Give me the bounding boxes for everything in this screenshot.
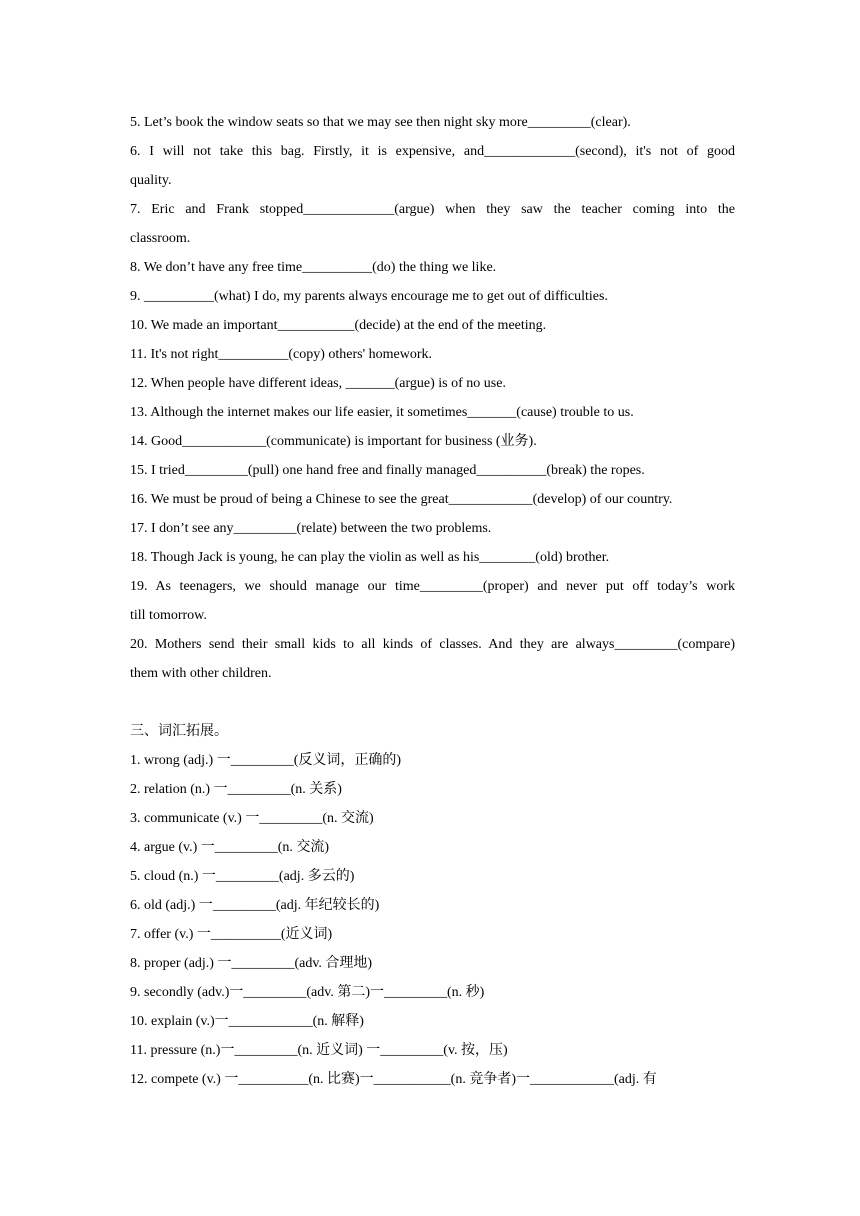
exercise-line: 18. Though Jack is young, he can play the violin as well as his________(old) brother. [130,550,610,565]
vocab-line: 2. relation (n.) 一_________(n. 关系) [130,782,342,797]
vocab-line: 11. pressure (n.)一_________(n. 近义词) 一_________(v. 按，压) [130,1043,508,1058]
vocab-line: 3. communicate (v.) 一_________(n. 交流) [130,811,374,826]
vocab-line: 8. proper (adj.) 一_________(adv. 合理地) [130,956,373,971]
vocab-line: 9. secondly (adv.)一_________(adv. 第二)一_________(n. 秒) [130,985,485,1000]
exercise-line: 20. Mothers send their small kids to all kinds of classes. And they are always_________(compare) [130,637,735,652]
vocab-line: 1. wrong (adj.) 一_________(反义词，正确的) [130,753,402,768]
exercise-line: 12. When people have different ideas, _______(argue) is of no use. [130,376,506,391]
exercise-line: 15. I tried_________(pull) one hand free and finally managed__________(break) the ropes. [130,463,645,478]
section-title: 三、词汇拓展。 [130,724,228,739]
vocab-line: 7. offer (v.) 一__________(近义词) [130,927,333,942]
vocab-line: 6. old (adj.) 一_________(adj. 年纪较长的) [130,898,380,913]
exercise-line: 17. I don’t see any_________(relate) between the two problems. [130,521,492,536]
exercise-line: them with other children. [130,666,272,681]
exercise-line: 13. Although the internet makes our life easier, it sometimes_______(cause) trouble to us. [130,405,634,420]
section-spacer [130,688,735,717]
vocab-line: 10. explain (v.)一____________(n. 解释) [130,1014,364,1029]
exercise-line: 14. Good____________(communicate) is important for business (业务). [130,434,537,449]
exercise-line: 19. As teenagers, we should manage our time_________(proper) and never put off today’s work [130,579,735,594]
exercise-list [130,108,735,688]
exercise-line: 5. Let’s book the window seats so that we may see then night sky more_________(clear). [130,115,631,130]
exercise-line: 9. __________(what) I do, my parents always encourage me to get out of difficulties. [130,289,608,304]
vocab-section [130,717,735,1094]
vocab-line: 12. compete (v.) 一__________(n. 比赛)一___________(n. 竞争者)一____________(adj. 有 [130,1072,657,1087]
exercise-line: 10. We made an important___________(decide) at the end of the meeting. [130,318,547,333]
vocab-line: 4. argue (v.) 一_________(n. 交流) [130,840,330,855]
exercise-line: 7. Eric and Frank stopped_____________(argue) when they saw the teacher coming into the [130,202,735,217]
exercise-line: quality. [130,173,172,188]
exercise-line: 6. I will not take this bag. Firstly, it is expensive, and_____________(second), it's not of good [130,144,735,159]
exercise-line: till tomorrow. [130,608,207,623]
vocab-line: 5. cloud (n.) 一_________(adj. 多云的) [130,869,355,884]
worksheet-page [130,108,735,1094]
exercise-line: 8. We don’t have any free time__________(do) the thing we like. [130,260,497,275]
exercise-line: 11. It's not right__________(copy) others' homework. [130,347,432,362]
exercise-line: classroom. [130,231,191,246]
exercise-line: 16. We must be proud of being a Chinese to see the great____________(develop) of our country. [130,492,673,507]
